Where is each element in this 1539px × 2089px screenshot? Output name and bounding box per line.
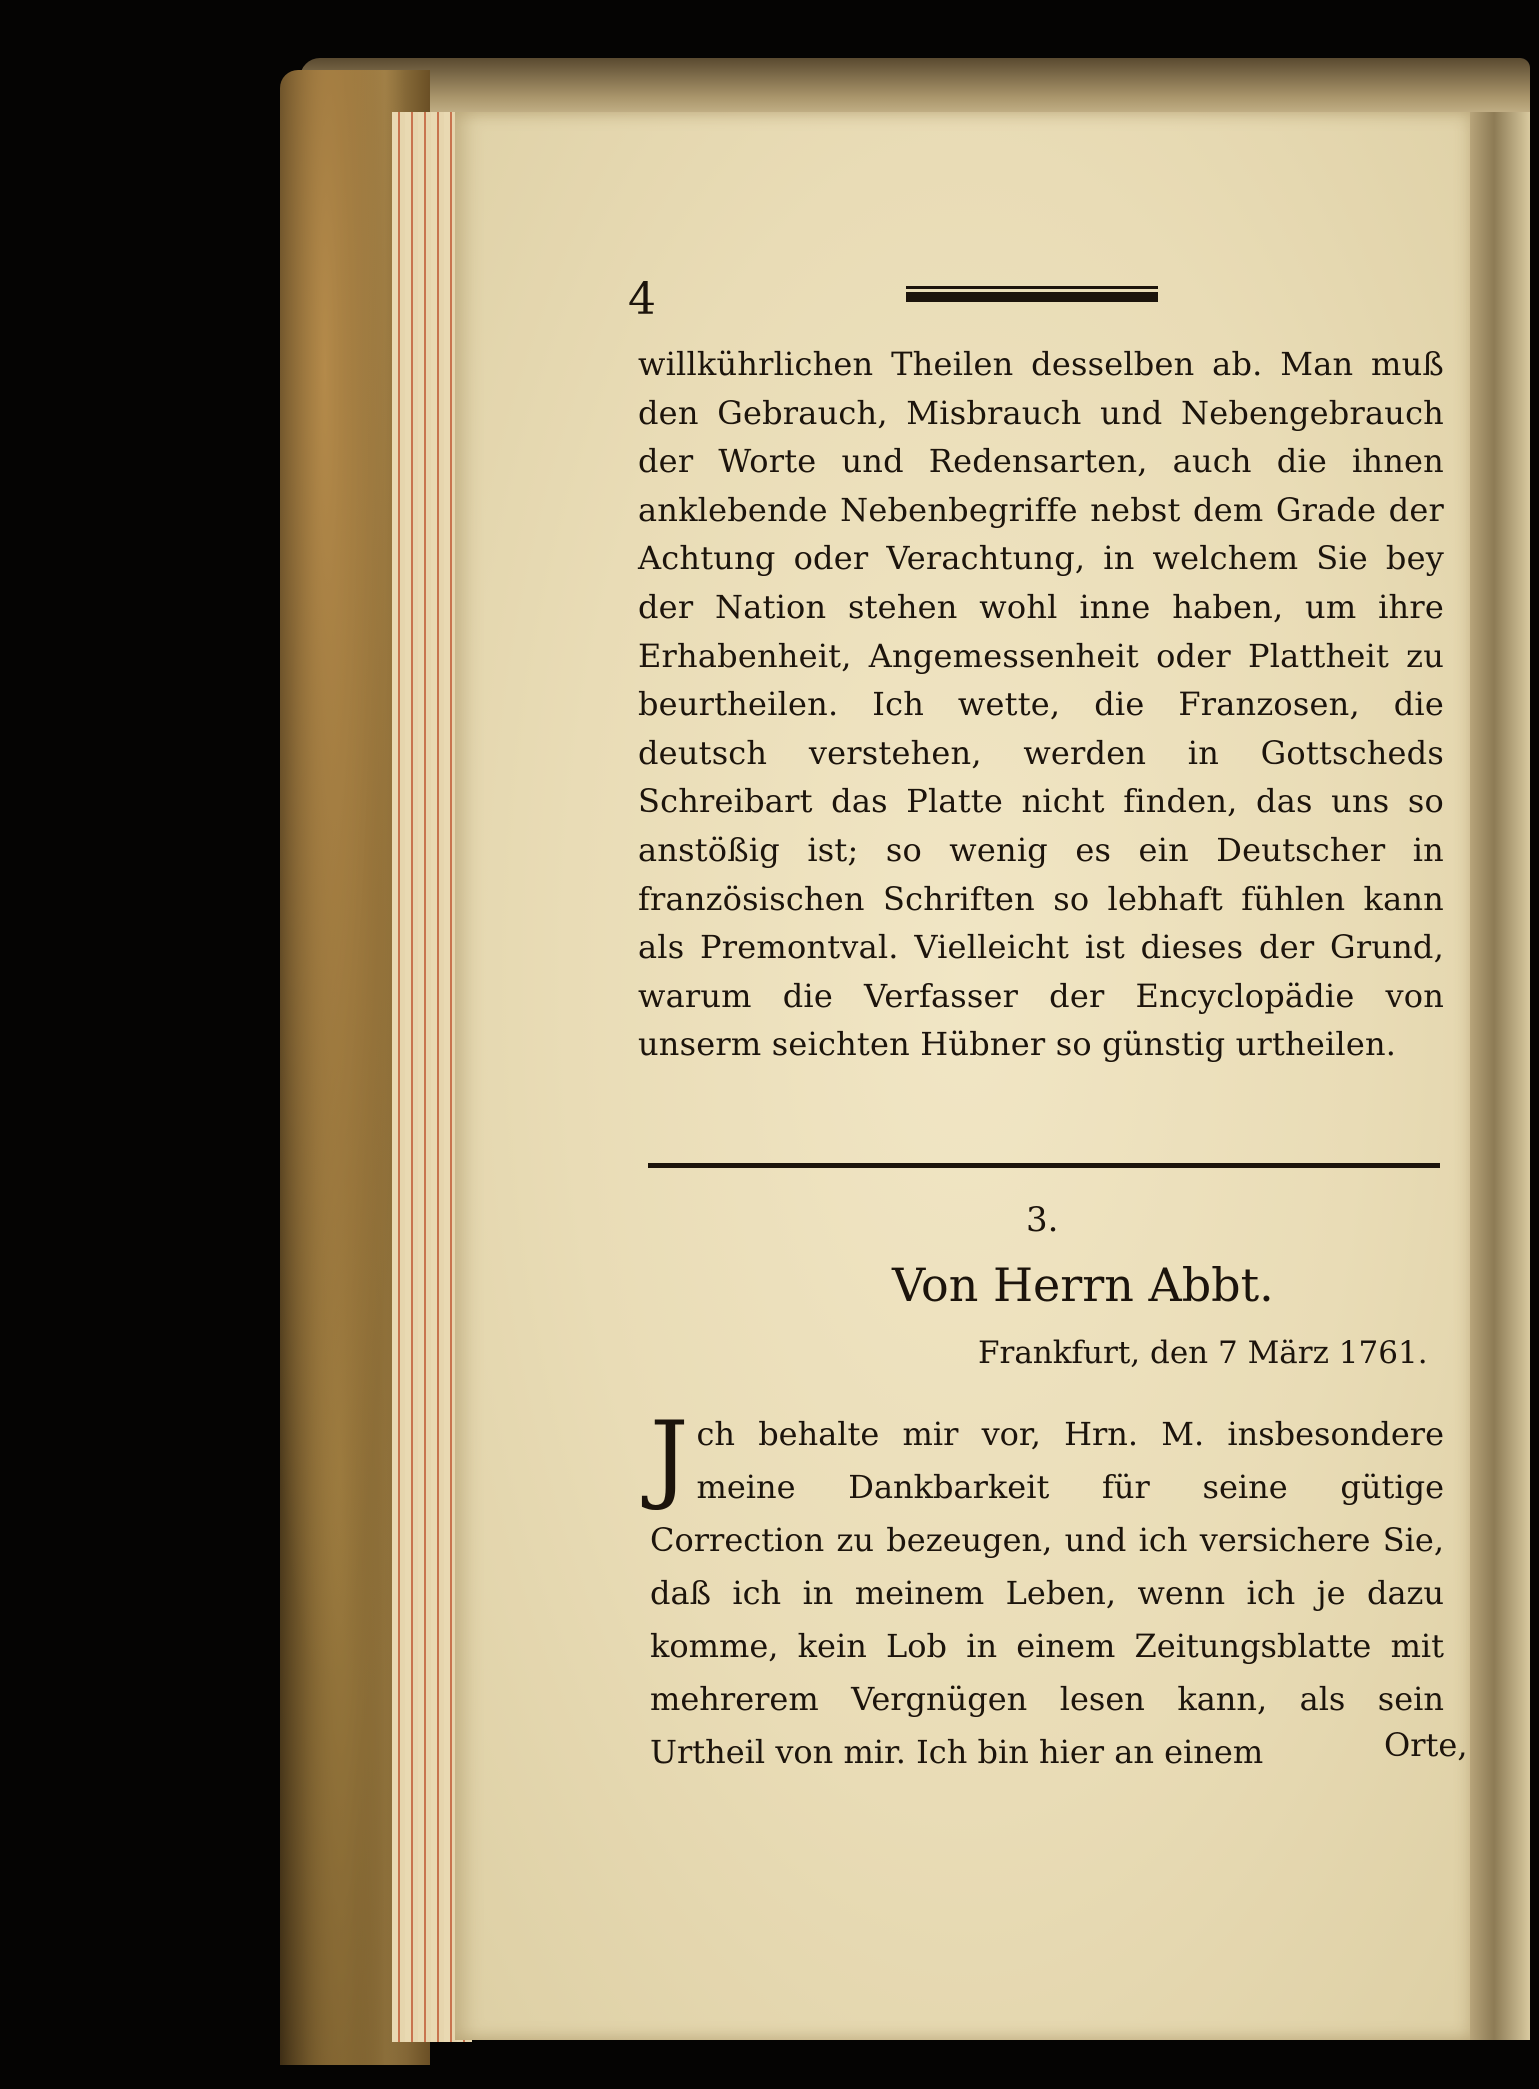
page-number: 4 <box>628 274 656 325</box>
paragraph-1: willkührlichen Theilen desselben ab. Man muß den Gebrauch, Misbrauch und Nebengebrauch der Worte und Redensarten, auch die ihnen anklebende Nebenbegriffe nebst dem Grade der Achtung oder Verachtung, in welchem Sie bey der Nation stehen wohl inne haben, um ihre Erhabenheit, Angemessenheit oder Plattheit zu beurtheilen. Ich wette, die Franzosen, die deutsch verstehen, werden in Gottscheds Schreibart das Platte nicht finden, das uns so anstößig ist; so wenig es ein Deutscher in französischen Schriften so lebhaft fühlen kann als Premontval. Vielleicht ist dieses der Grund, warum die Verfasser der Encyclopädie von unserm seichten Hübner so günstig urtheilen. <box>638 345 1444 1064</box>
letter-title: Von Herrn Abbt. <box>892 1258 1274 1312</box>
paragraph-2 <box>650 1401 1444 1779</box>
letter-number: 3. <box>1026 1200 1059 1240</box>
section-divider <box>648 1163 1440 1168</box>
paragraph-2-text: ch behalte mir vor, Hrn. M. insbesondere meine Dankbarkeit für seine gütige Correction zu bezeugen, und ich versichere Sie, daß ich in meinem Leben, wenn ich je dazu komme, kein Lob in einem Zeitungsblatte mit mehrerem Vergnügen lesen kann, als sein Urtheil von mir. Ich bin hier an einem <box>650 1415 1444 1771</box>
drop-cap: J <box>650 1401 689 1513</box>
catchword: Orte, <box>1384 1726 1468 1764</box>
page-gutter <box>1470 112 1530 2040</box>
letter-date: Frankfurt, den 7 März 1761. <box>978 1335 1428 1371</box>
header-rule <box>906 286 1158 302</box>
